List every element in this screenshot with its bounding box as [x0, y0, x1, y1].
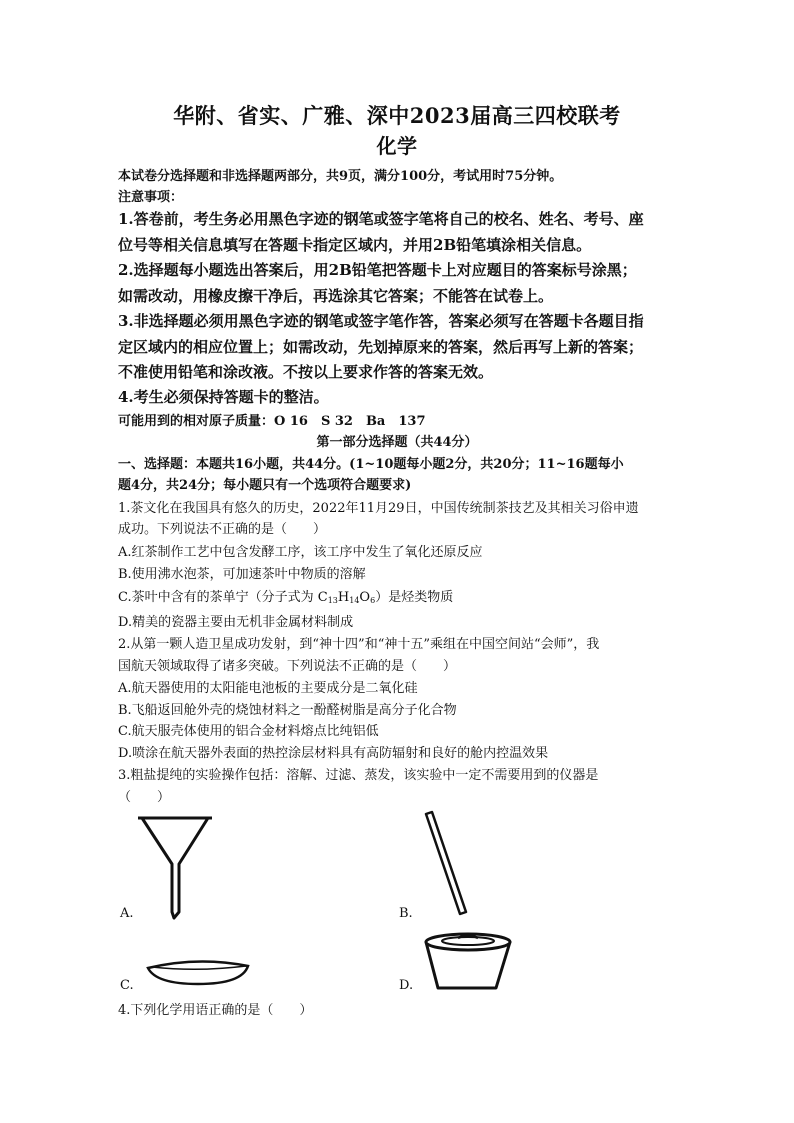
q1-formula-h-subscript: 14	[349, 596, 360, 605]
q1-option-c-end: ）是烃类物质	[375, 590, 454, 605]
exam-title: 华附、省实、广雅、深中2023届高三四校联考	[173, 103, 621, 128]
q1-formula-c-subscript: 13	[327, 596, 338, 605]
q1-formula-o-subscript: 6	[370, 596, 376, 605]
q1-option-c-text: C.茶叶中含有的茶单宁（分子式为 C	[118, 590, 328, 605]
q4-stem: 4.下列化学用语正确的是（ ）	[118, 1003, 313, 1018]
q1-formula-o: O	[359, 590, 371, 605]
q1-stem-b: 成功。下列说法不正确的是（ ）	[118, 522, 327, 537]
part1-heading: 第一部分选择题（共44分）	[316, 435, 478, 450]
q1-option-c	[118, 586, 453, 605]
notice-3b: 定区域内的相应位置上；如需改动，先划掉原来的答案，然后再写上新的答案；	[118, 338, 644, 356]
notice-3c: 不准使用铅笔和涂改液。不按以上要求作答的答案无效。	[118, 363, 494, 381]
q1-option-b: B.使用沸水泡茶，可加速茶叶中物质的溶解	[118, 567, 366, 582]
q3-option-b-label: B.	[399, 906, 413, 921]
funnel-image	[136, 812, 216, 922]
q1-option-a: A.红茶制作工艺中包含发酵工序，该工序中发生了氧化还原反应	[118, 545, 483, 560]
subject-title: 化学	[376, 134, 418, 158]
q3-option-c-label: C.	[120, 978, 134, 993]
q2-option-b: B.飞船返回舱外壳的烧蚀材料之一酚醛树脂是高分子化合物	[118, 703, 457, 718]
exam-info: 本试卷分选择题和非选择题两部分，共9页，满分100分，考试用时75分钟。	[118, 169, 563, 184]
notice-1a: 1.答卷前，考生务必用黑色字迹的钢笔或签字笔将自己的校名、姓名、考号、座	[118, 210, 644, 228]
notice-1b: 位号等相关信息填写在答题卡指定区域内，并用2B铅笔填涂相关信息。	[118, 236, 592, 254]
glass-rod-image	[418, 810, 474, 920]
q3-option-a-label: A.	[120, 906, 134, 921]
evaporating-dish-image	[142, 946, 254, 990]
q2-option-c: C.航天服壳体使用的铝合金材料熔点比纯铝低	[118, 724, 379, 739]
notice-3a: 3.非选择题必须用黑色字迹的钢笔或签字笔作答，答案必须写在答题卡各题目指	[118, 312, 644, 330]
notice-4: 4.考生必须保持答题卡的整洁。	[118, 388, 329, 406]
notice-2a: 2.选择题每小题选出答案后，用2B铅笔把答题卡上对应题目的答案标号涂黑；	[118, 261, 637, 279]
q1-stem-a: 1.茶文化在我国具有悠久的历史，2022年11月29日，中国传统制茶技艺及其相关习俗申遗	[118, 501, 639, 516]
q1-formula-h: H	[337, 590, 350, 605]
q2-option-a: A.航天器使用的太阳能电池板的主要成分是二氧化硅	[118, 681, 418, 696]
atomic-mass-line: 可能用到的相对原子质量：O 16 S 32 Ba 137	[118, 414, 426, 429]
q2-stem-b: 国航天领域取得了诸多突破。下列说法不正确的是（ ）	[118, 659, 457, 674]
q3-stem-b: （ ）	[118, 790, 171, 805]
q1-option-d: D.精美的瓷器主要由无机非金属材料制成	[118, 615, 354, 630]
section-heading-b: 题4分，共24分；每小题只有一个选项符合题要求)	[118, 478, 412, 493]
q3-option-d-label: D.	[399, 978, 414, 993]
q2-option-d: D.喷涂在航天器外表面的热控涂层材料具有高防辐射和良好的舱内控温效果	[118, 746, 549, 761]
crucible-image	[418, 928, 518, 994]
notice-heading: 注意事项：	[118, 190, 184, 205]
notice-2b: 如需改动，用橡皮擦干净后，再选涂其它答案；不能答在试卷上。	[118, 287, 554, 305]
q3-stem-a: 3.粗盐提纯的实验操作包括：溶解、过滤、蒸发，该实验中一定不需要用到的仪器是	[118, 768, 599, 783]
section-heading-a: 一、选择题：本题共16小题，共44分。(1~10题每小题2分，共20分；11~16题每小	[118, 457, 624, 472]
q2-stem-a: 2.从第一颗人造卫星成功发射，到“神十四”和“神十五”乘组在中国空间站“会师”，我	[118, 637, 600, 652]
